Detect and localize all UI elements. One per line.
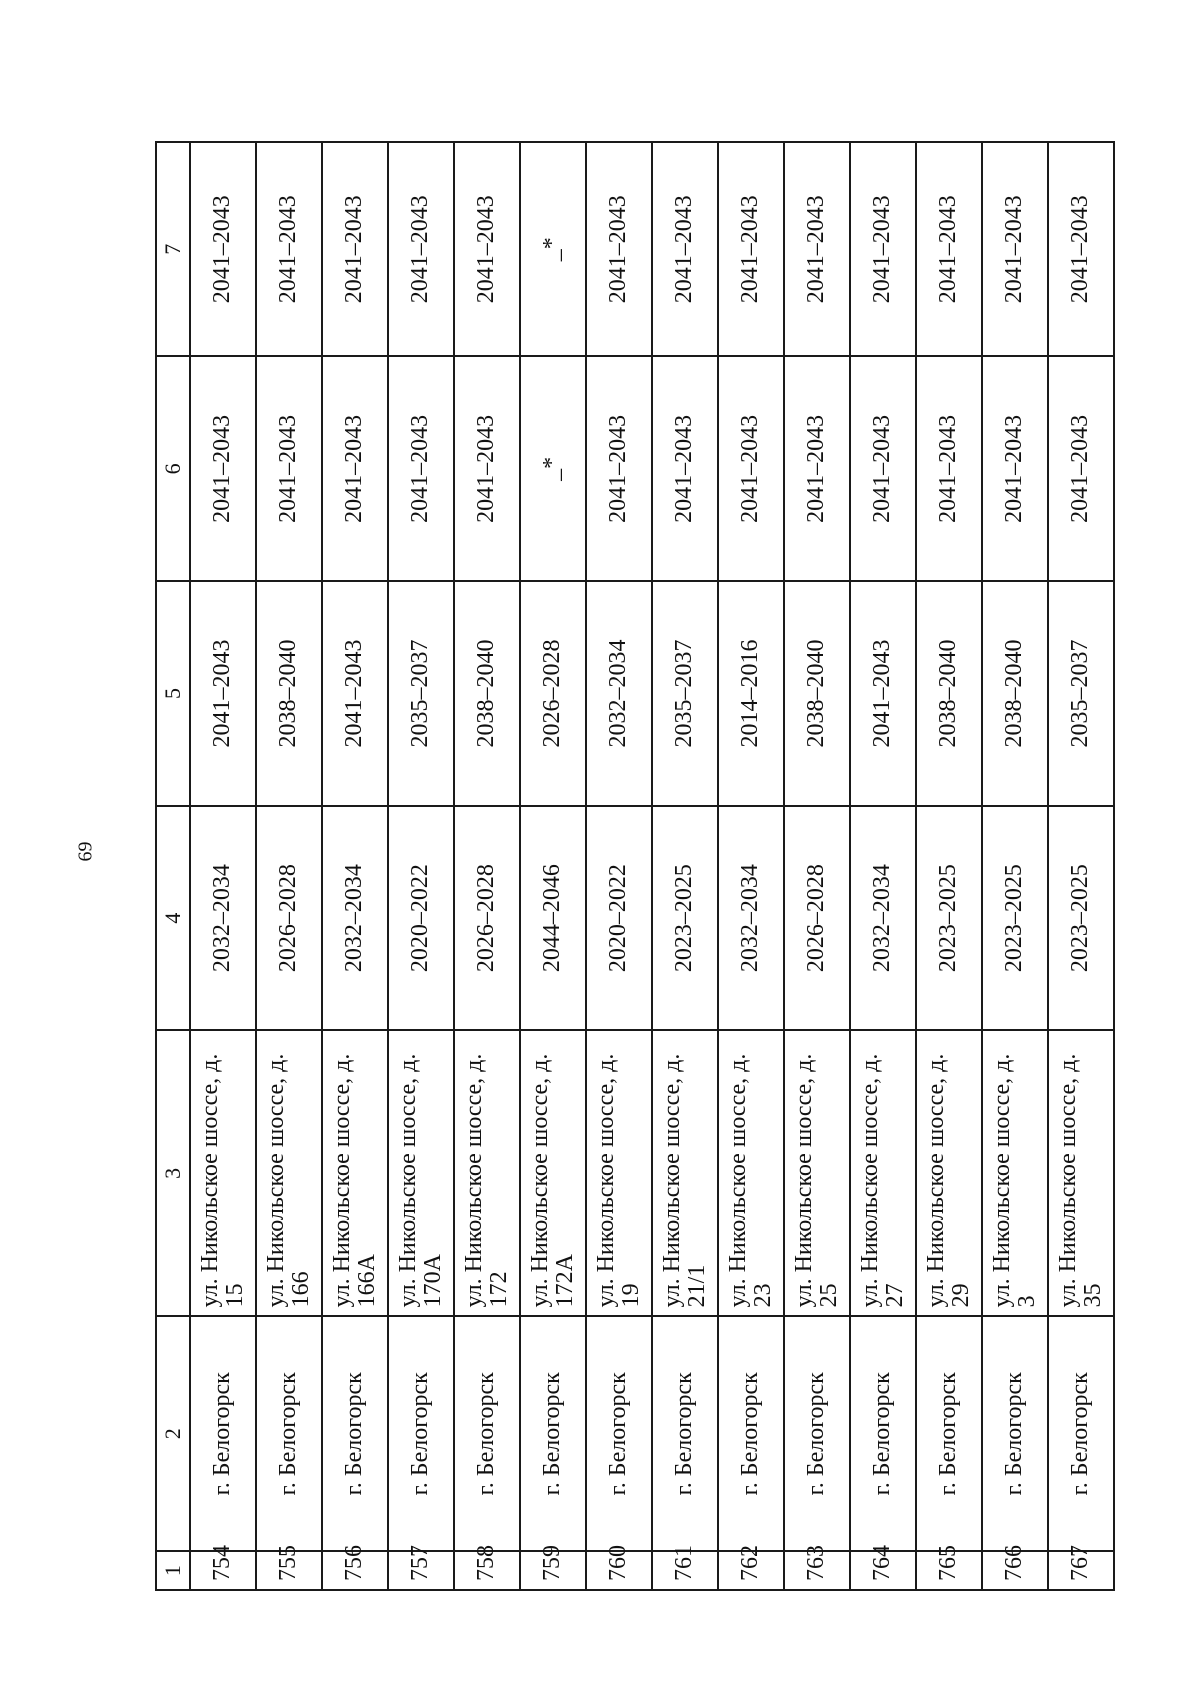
table-row	[322, 142, 388, 1590]
table-row	[784, 142, 850, 1590]
period-cell-col7: 2041–2043	[388, 142, 454, 357]
period-cell-col4: 2023–2025	[916, 806, 982, 1031]
header-cell: 3	[156, 1030, 190, 1316]
row-number-cell: 757	[388, 1551, 454, 1590]
header-cell: 2	[156, 1316, 190, 1551]
period-cell-col5: 2038–2040	[454, 581, 520, 806]
table-row	[190, 142, 256, 1590]
period-cell-col7: 2041–2043	[652, 142, 718, 357]
table-row	[718, 142, 784, 1590]
period-cell-col6: 2041–2043	[256, 357, 322, 582]
city-cell: г. Белогорск	[1048, 1316, 1114, 1551]
city-cell: г. Белогорск	[718, 1316, 784, 1551]
city-cell: г. Белогорск	[190, 1316, 256, 1551]
city-cell: г. Белогорск	[916, 1316, 982, 1551]
table-row	[850, 142, 916, 1590]
row-number-cell: 767	[1048, 1551, 1114, 1590]
period-cell-col7: 2041–2043	[190, 142, 256, 357]
schedule-table	[155, 141, 1115, 1591]
header-cell: 7	[156, 142, 190, 357]
period-cell-col6: _*	[520, 357, 586, 582]
period-cell-col5: 2032–2034	[586, 581, 652, 806]
table-row	[1048, 142, 1114, 1590]
header-cell: 5	[156, 581, 190, 806]
period-cell-col5: 2038–2040	[256, 581, 322, 806]
header-cell: 6	[156, 357, 190, 582]
address-cell: ул. Никольское шоссе, д. 35	[1048, 1030, 1114, 1316]
period-cell-col7: 2041–2043	[784, 142, 850, 357]
period-cell-col4: 2026–2028	[256, 806, 322, 1031]
address-cell: ул. Никольское шоссе, д. 23	[718, 1030, 784, 1316]
row-number-cell: 766	[982, 1551, 1048, 1590]
header-cell: 1	[156, 1551, 190, 1590]
city-cell: г. Белогорск	[586, 1316, 652, 1551]
row-number-cell: 756	[322, 1551, 388, 1590]
period-cell-col6: 2041–2043	[982, 357, 1048, 582]
period-cell-col4: 2032–2034	[850, 806, 916, 1031]
row-number-cell: 764	[850, 1551, 916, 1590]
period-cell-col6: 2041–2043	[322, 357, 388, 582]
period-cell-col7: 2041–2043	[454, 142, 520, 357]
row-number-cell: 765	[916, 1551, 982, 1590]
period-cell-col7: 2041–2043	[718, 142, 784, 357]
city-cell: г. Белогорск	[454, 1316, 520, 1551]
period-cell-col4: 2023–2025	[982, 806, 1048, 1031]
row-number-cell: 759	[520, 1551, 586, 1590]
period-cell-col4: 2032–2034	[322, 806, 388, 1031]
period-cell-col7: 2041–2043	[256, 142, 322, 357]
row-number-cell: 758	[454, 1551, 520, 1590]
row-number-cell: 762	[718, 1551, 784, 1590]
city-cell: г. Белогорск	[256, 1316, 322, 1551]
period-cell-col5: 2026–2028	[520, 581, 586, 806]
row-number-cell: 761	[652, 1551, 718, 1590]
period-cell-col4: 2032–2034	[190, 806, 256, 1031]
address-cell: ул. Никольское шоссе, д. 172А	[520, 1030, 586, 1316]
table-row	[388, 142, 454, 1590]
period-cell-col5: 2014–2016	[718, 581, 784, 806]
city-cell: г. Белогорск	[388, 1316, 454, 1551]
period-cell-col6: 2041–2043	[652, 357, 718, 582]
table-row	[652, 142, 718, 1590]
period-cell-col6: 2041–2043	[784, 357, 850, 582]
address-cell: ул. Никольское шоссе, д. 21/1	[652, 1030, 718, 1316]
row-number-cell: 754	[190, 1551, 256, 1590]
period-cell-col6: 2041–2043	[586, 357, 652, 582]
period-cell-col4: 2044–2046	[520, 806, 586, 1031]
city-cell: г. Белогорск	[322, 1316, 388, 1551]
period-cell-col6: 2041–2043	[718, 357, 784, 582]
period-cell-col4: 2026–2028	[454, 806, 520, 1031]
city-cell: г. Белогорск	[982, 1316, 1048, 1551]
table-row	[586, 142, 652, 1590]
row-number-cell: 760	[586, 1551, 652, 1590]
period-cell-col7: 2041–2043	[916, 142, 982, 357]
period-cell-col5: 2035–2037	[652, 581, 718, 806]
period-cell-col7: 2041–2043	[322, 142, 388, 357]
address-cell: ул. Никольское шоссе, д. 19	[586, 1030, 652, 1316]
period-cell-col5: 2041–2043	[850, 581, 916, 806]
period-cell-col5: 2038–2040	[784, 581, 850, 806]
period-cell-col4: 2023–2025	[1048, 806, 1114, 1031]
table-row	[520, 142, 586, 1590]
period-cell-col4: 2020–2022	[586, 806, 652, 1031]
period-cell-col5: 2035–2037	[388, 581, 454, 806]
period-cell-col5: 2038–2040	[982, 581, 1048, 806]
schedule-table-container	[155, 141, 1115, 1591]
period-cell-col7: 2041–2043	[982, 142, 1048, 357]
period-cell-col4: 2032–2034	[718, 806, 784, 1031]
address-cell: ул. Никольское шоссе, д. 25	[784, 1030, 850, 1316]
period-cell-col6: 2041–2043	[388, 357, 454, 582]
period-cell-col7: 2041–2043	[586, 142, 652, 357]
table-row	[256, 142, 322, 1590]
address-cell: ул. Никольское шоссе, д. 172	[454, 1030, 520, 1316]
city-cell: г. Белогорск	[520, 1316, 586, 1551]
period-cell-col5: 2038–2040	[916, 581, 982, 806]
address-cell: ул. Никольское шоссе, д. 170А	[388, 1030, 454, 1316]
address-cell: ул. Никольское шоссе, д. 166	[256, 1030, 322, 1316]
address-cell: ул. Никольское шоссе, д. 27	[850, 1030, 916, 1316]
period-cell-col6: 2041–2043	[190, 357, 256, 582]
table-row	[454, 142, 520, 1590]
period-cell-col4: 2026–2028	[784, 806, 850, 1031]
period-cell-col7: 2041–2043	[1048, 142, 1114, 357]
address-cell: ул. Никольское шоссе, д. 166А	[322, 1030, 388, 1316]
header-cell: 4	[156, 806, 190, 1031]
city-cell: г. Белогорск	[850, 1316, 916, 1551]
period-cell-col5: 2041–2043	[322, 581, 388, 806]
address-cell: ул. Никольское шоссе, д. 15	[190, 1030, 256, 1316]
row-number-cell: 763	[784, 1551, 850, 1590]
period-cell-col7: _*	[520, 142, 586, 357]
header-row	[156, 142, 190, 1590]
period-cell-col5: 2041–2043	[190, 581, 256, 806]
period-cell-col5: 2035–2037	[1048, 581, 1114, 806]
table-row	[916, 142, 982, 1590]
city-cell: г. Белогорск	[652, 1316, 718, 1551]
address-cell: ул. Никольское шоссе, д. 3	[982, 1030, 1048, 1316]
address-cell: ул. Никольское шоссе, д. 29	[916, 1030, 982, 1316]
page-number: 69	[74, 841, 97, 862]
period-cell-col4: 2023–2025	[652, 806, 718, 1031]
table-row	[982, 142, 1048, 1590]
period-cell-col4: 2020–2022	[388, 806, 454, 1031]
period-cell-col6: 2041–2043	[1048, 357, 1114, 582]
row-number-cell: 755	[256, 1551, 322, 1590]
period-cell-col6: 2041–2043	[454, 357, 520, 582]
city-cell: г. Белогорск	[784, 1316, 850, 1551]
period-cell-col6: 2041–2043	[850, 357, 916, 582]
period-cell-col6: 2041–2043	[916, 357, 982, 582]
period-cell-col7: 2041–2043	[850, 142, 916, 357]
